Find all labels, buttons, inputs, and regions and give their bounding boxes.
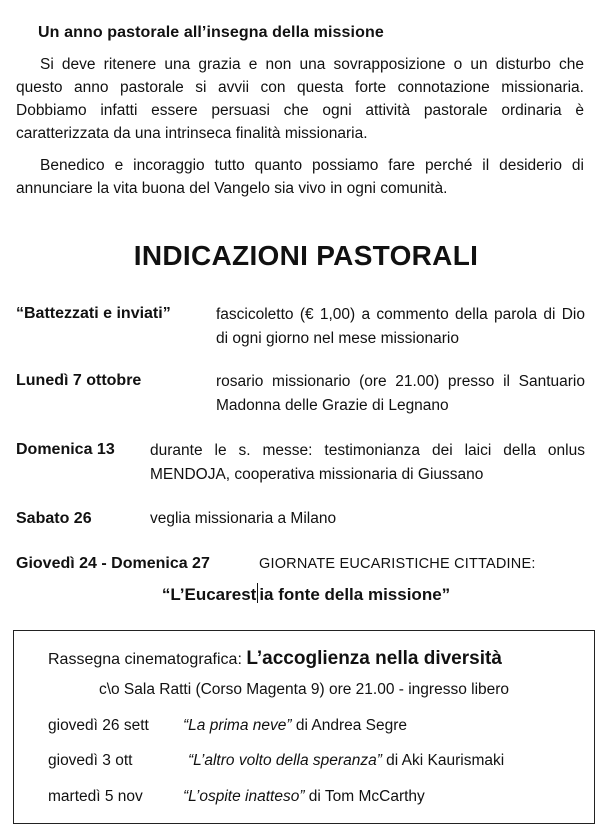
theme-part-1: “L’Eucarest: [161, 585, 257, 604]
item-label-lunedi: Lunedì 7 ottobre: [16, 372, 142, 389]
film-1: [183, 717, 407, 735]
blessing-paragraph: Benedico e incoraggio tutto quanto possiamo fare perché il desiderio di annunciare la vita buona del Vangelo sia vivo in ogni comunità.: [16, 157, 584, 197]
indications-title: INDICAZIONI PASTORALI: [133, 240, 479, 271]
intro-paragraph: Si deve ritenere una grazia e non una sovrapposizione o un disturbo che questo anno pastorale si avvii con questa forte connotazione missionaria. Dobbiamo infatti essere persuasi che ogni attività pastorale ordinaria è caratterizzata da una intrinseca finalità missionaria.: [16, 56, 584, 142]
cinema-title: L’accoglienza nella diversità: [246, 648, 502, 669]
film-date-3: martedì 5 nov: [48, 788, 143, 805]
section-title: Un anno pastorale all’insegna della missione: [38, 24, 384, 41]
item-text-domenica: durante le s. messe: testimonianza dei laici della onlus MENDOJA, cooperativa missionaria di Giussano: [150, 442, 585, 483]
item-label-giornate: Giovedì 24 - Domenica 27: [16, 555, 210, 572]
film-title-1: “La prima neve”: [183, 717, 292, 734]
film-date-1: giovedì 26 sett: [48, 717, 149, 734]
film-date-2: giovedì 3 ott: [48, 752, 133, 769]
cinema-venue: c\o Sala Ratti (Corso Magenta 9) ore 21.00 - ingresso libero: [98, 681, 510, 698]
film-director-1: di Andrea Segre: [291, 717, 408, 734]
theme-part-2: ia fonte della missione”: [259, 585, 451, 604]
film-title-3: “L’ospite inatteso”: [183, 788, 305, 805]
film-director-2: di Aki Kaurismaki: [381, 752, 505, 769]
film-2: [188, 752, 504, 770]
item-label-battezzati: “Battezzati e inviati”: [16, 305, 171, 322]
cinema-heading: [48, 648, 502, 670]
film-director-3: di Tom McCarthy: [304, 788, 425, 805]
film-title-2: “L’altro volto della speranza”: [188, 752, 382, 769]
cinema-box: [13, 630, 595, 824]
item-text-lunedi: rosario missionario (ore 21.00) presso il Santuario Madonna delle Grazie di Legnano: [216, 373, 585, 414]
item-label-domenica: Domenica 13: [16, 441, 115, 458]
eucharist-theme: [0, 583, 612, 605]
item-text-battezzati: fascicoletto (€ 1,00) a commento della parola di Dio di ogni giorno nel mese missionario: [216, 306, 585, 347]
cinema-prefix: Rassegna cinematografica:: [48, 651, 247, 668]
item-label-sabato: Sabato 26: [16, 510, 92, 527]
item-text-sabato: veglia missionaria a Milano: [150, 510, 337, 527]
item-text-giornate: GIORNATE EUCARISTICHE CITTADINE:: [259, 556, 536, 572]
film-3: [183, 788, 425, 806]
